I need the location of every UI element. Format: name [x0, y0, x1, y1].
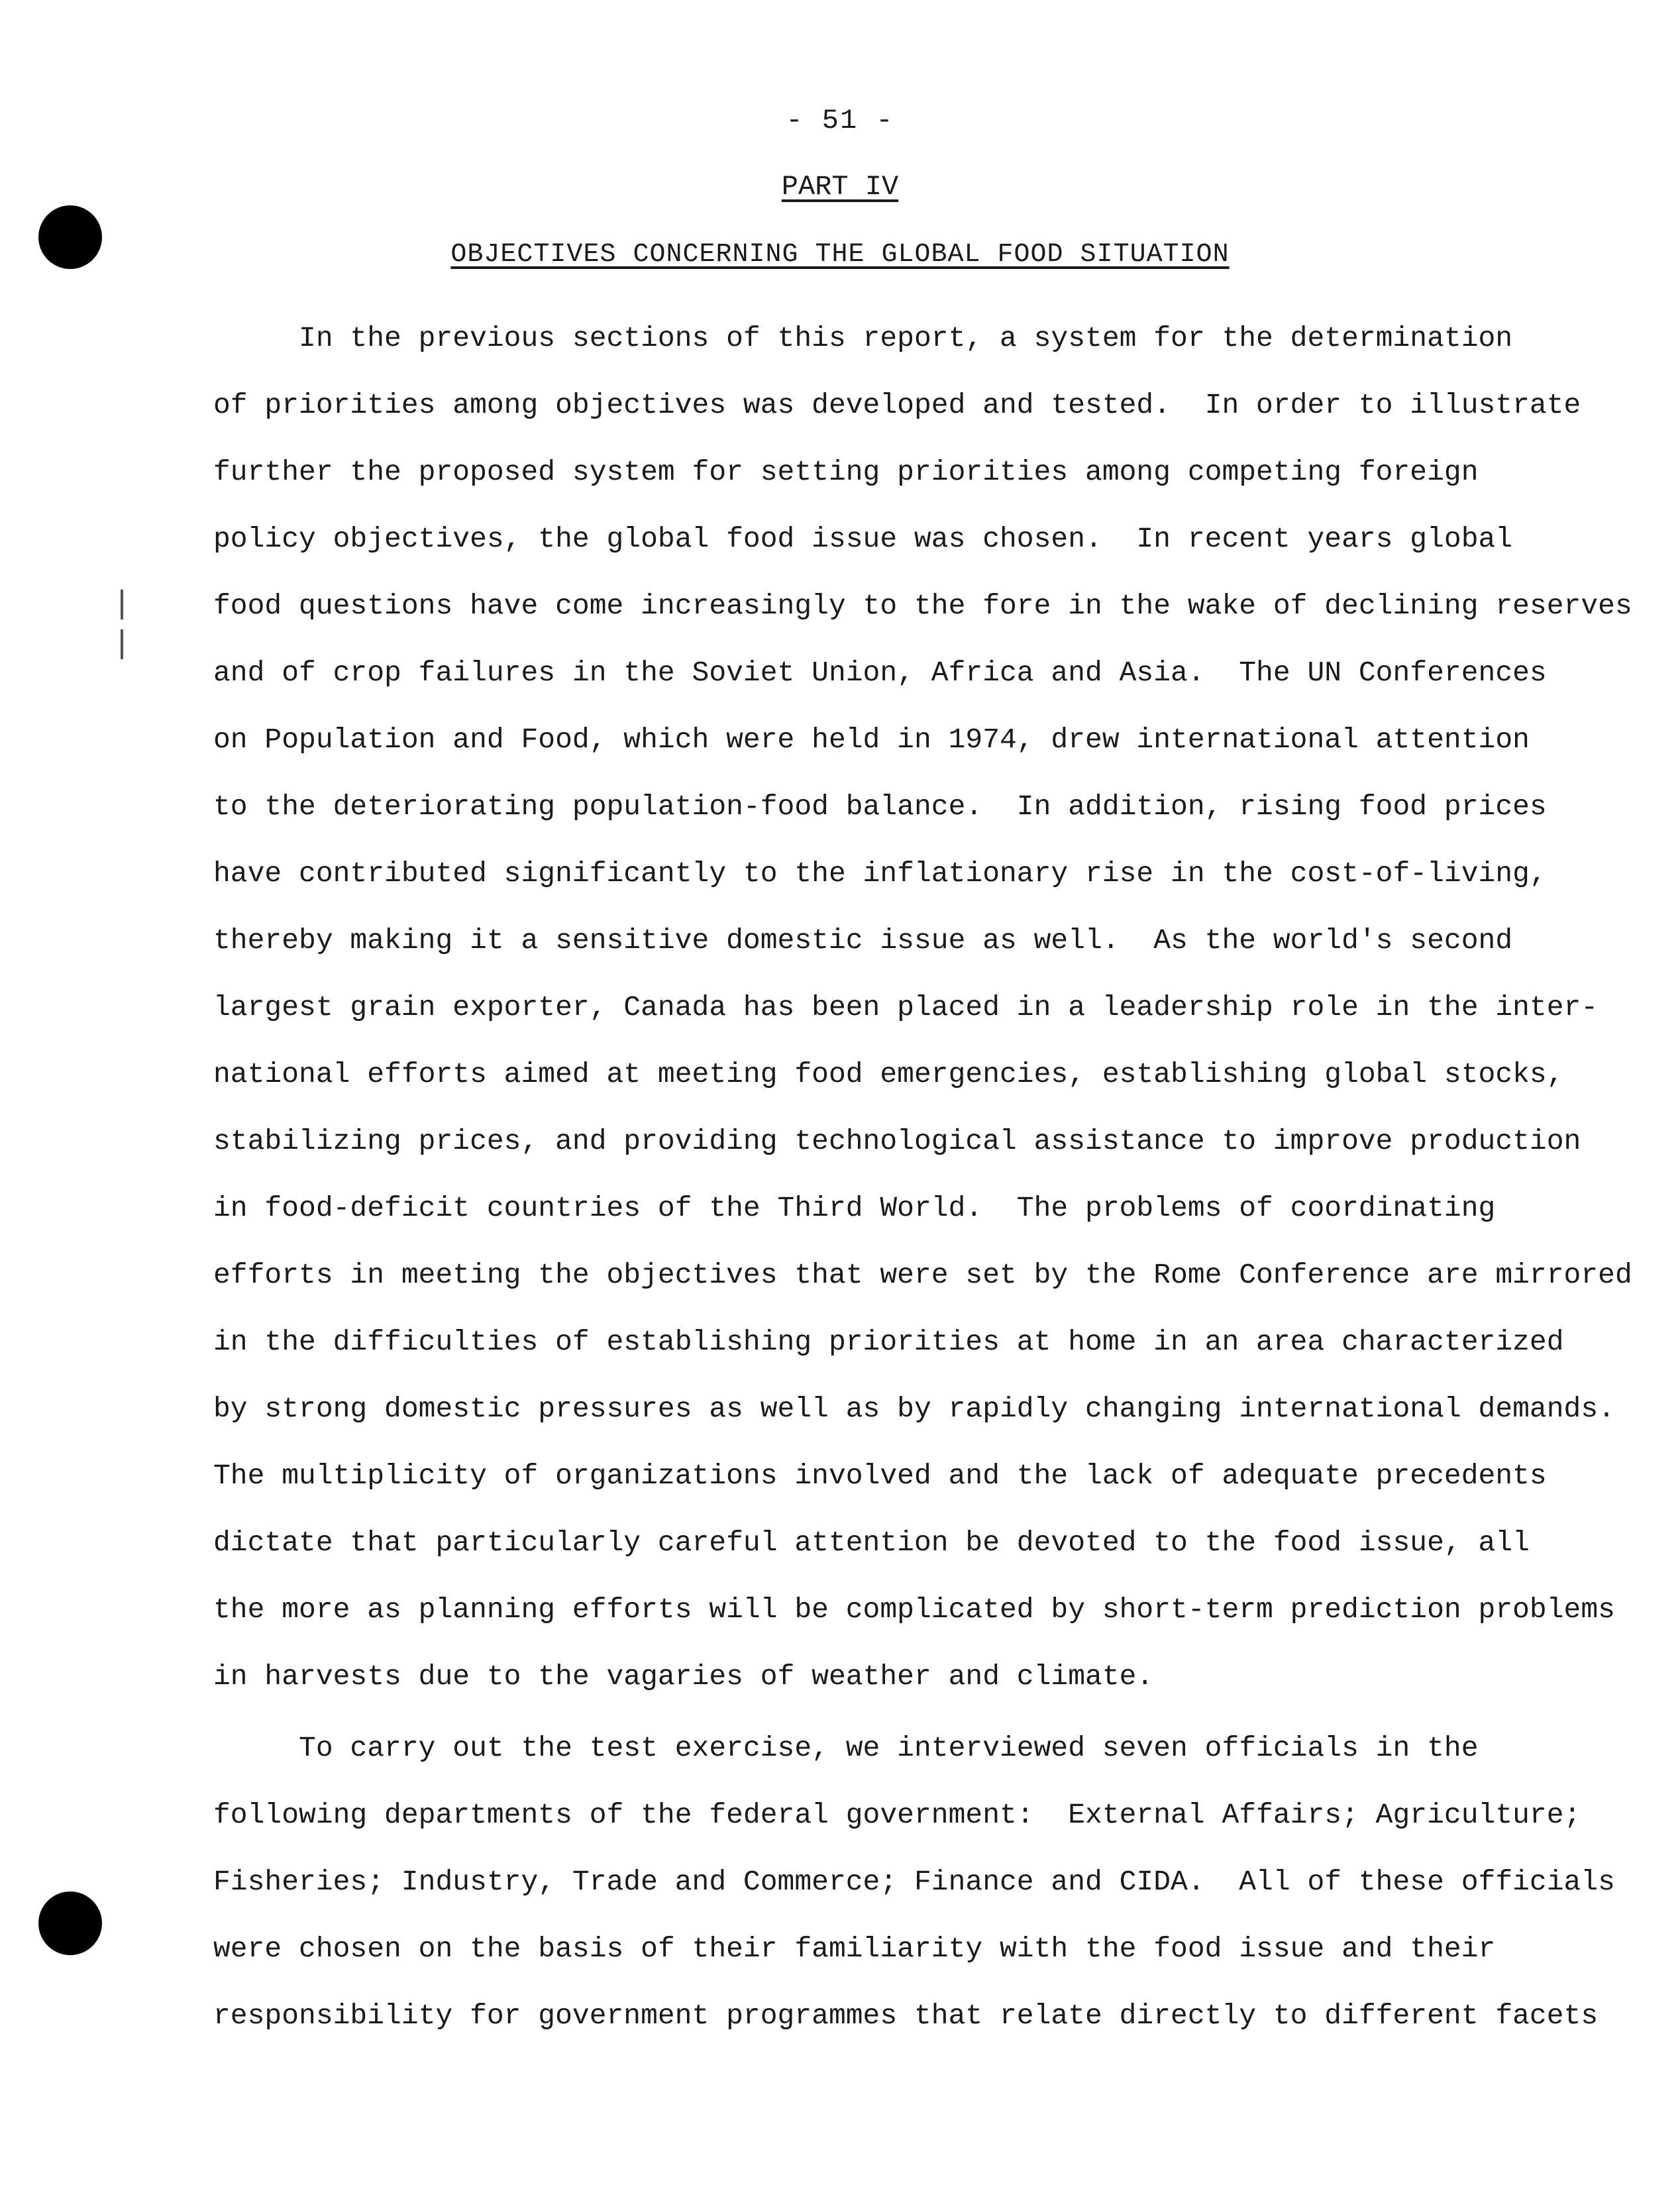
text-line: dictate that particularly careful attention be devoted to the food issue, all [213, 1526, 1530, 1559]
text-line: the more as planning efforts will be complicated by short-term prediction problems [213, 1593, 1615, 1626]
text-line: largest grain exporter, Canada has been placed in a leadership role in the inter- [213, 991, 1599, 1024]
text-line: thereby making it a sensitive domestic issue as well. As the world's second [213, 924, 1513, 957]
part-title: PART IV [781, 171, 899, 203]
body-paragraph-1 [213, 305, 1632, 1710]
text-line: Fisheries; Industry, Trade and Commerce; Finance and CIDA. All of these officials [213, 1866, 1615, 1898]
text-line: and of crop failures in the Soviet Union, Africa and Asia. The UN Conferences [213, 657, 1547, 689]
text-line: further the proposed system for setting priorities among competing foreign [213, 456, 1479, 488]
text-line: The multiplicity of organizations involved and the lack of adequate precedents [213, 1460, 1547, 1492]
text-line: national efforts aimed at meeting food emergencies, establishing global stocks, [213, 1058, 1564, 1091]
text-line: by strong domestic pressures as well as by rapidly changing international demands. [213, 1393, 1615, 1425]
text-line: in food-deficit countries of the Third World. The problems of coordinating [213, 1192, 1496, 1224]
text-line: policy objectives, the global food issue was chosen. In recent years global [213, 523, 1513, 555]
text-line: In the previous sections of this report, a system for the determination [213, 322, 1513, 354]
body-paragraph-2 [213, 1715, 1618, 2049]
text-line: To carry out the test exercise, we interviewed seven officials in the [213, 1732, 1479, 1764]
punch-hole-bottom [38, 1892, 102, 1955]
page-number: - 51 - [786, 105, 894, 136]
text-line: were chosen on the basis of their familiarity with the food issue and their [213, 1933, 1496, 1965]
text-line: have contributed significantly to the inflationary rise in the cost-of-living, [213, 857, 1547, 890]
text-line: in harvests due to the vagaries of weather and climate. [213, 1660, 1154, 1693]
text-line: of priorities among objectives was developed and tested. In order to illustrate [213, 389, 1581, 421]
margin-mark [121, 590, 123, 619]
text-line: responsibility for government programmes that relate directly to different facets [213, 1999, 1599, 2032]
text-line: to the deteriorating population-food balance. In addition, rising food prices [213, 790, 1547, 823]
text-line: efforts in meeting the objectives that were set by the Rome Conference are mirrored [213, 1259, 1632, 1291]
section-title: OBJECTIVES CONCERNING THE GLOBAL FOOD SITUATION [450, 240, 1230, 270]
text-line: stabilizing prices, and providing technological assistance to improve production [213, 1125, 1581, 1157]
text-line: in the difficulties of establishing priorities at home in an area characterized [213, 1326, 1564, 1358]
margin-mark [121, 629, 123, 659]
text-line: on Population and Food, which were held in 1974, drew international attention [213, 723, 1530, 756]
text-line: food questions have come increasingly to the fore in the wake of declining reserves [213, 590, 1632, 622]
text-line: following departments of the federal government: External Affairs; Agriculture; [213, 1799, 1581, 1831]
